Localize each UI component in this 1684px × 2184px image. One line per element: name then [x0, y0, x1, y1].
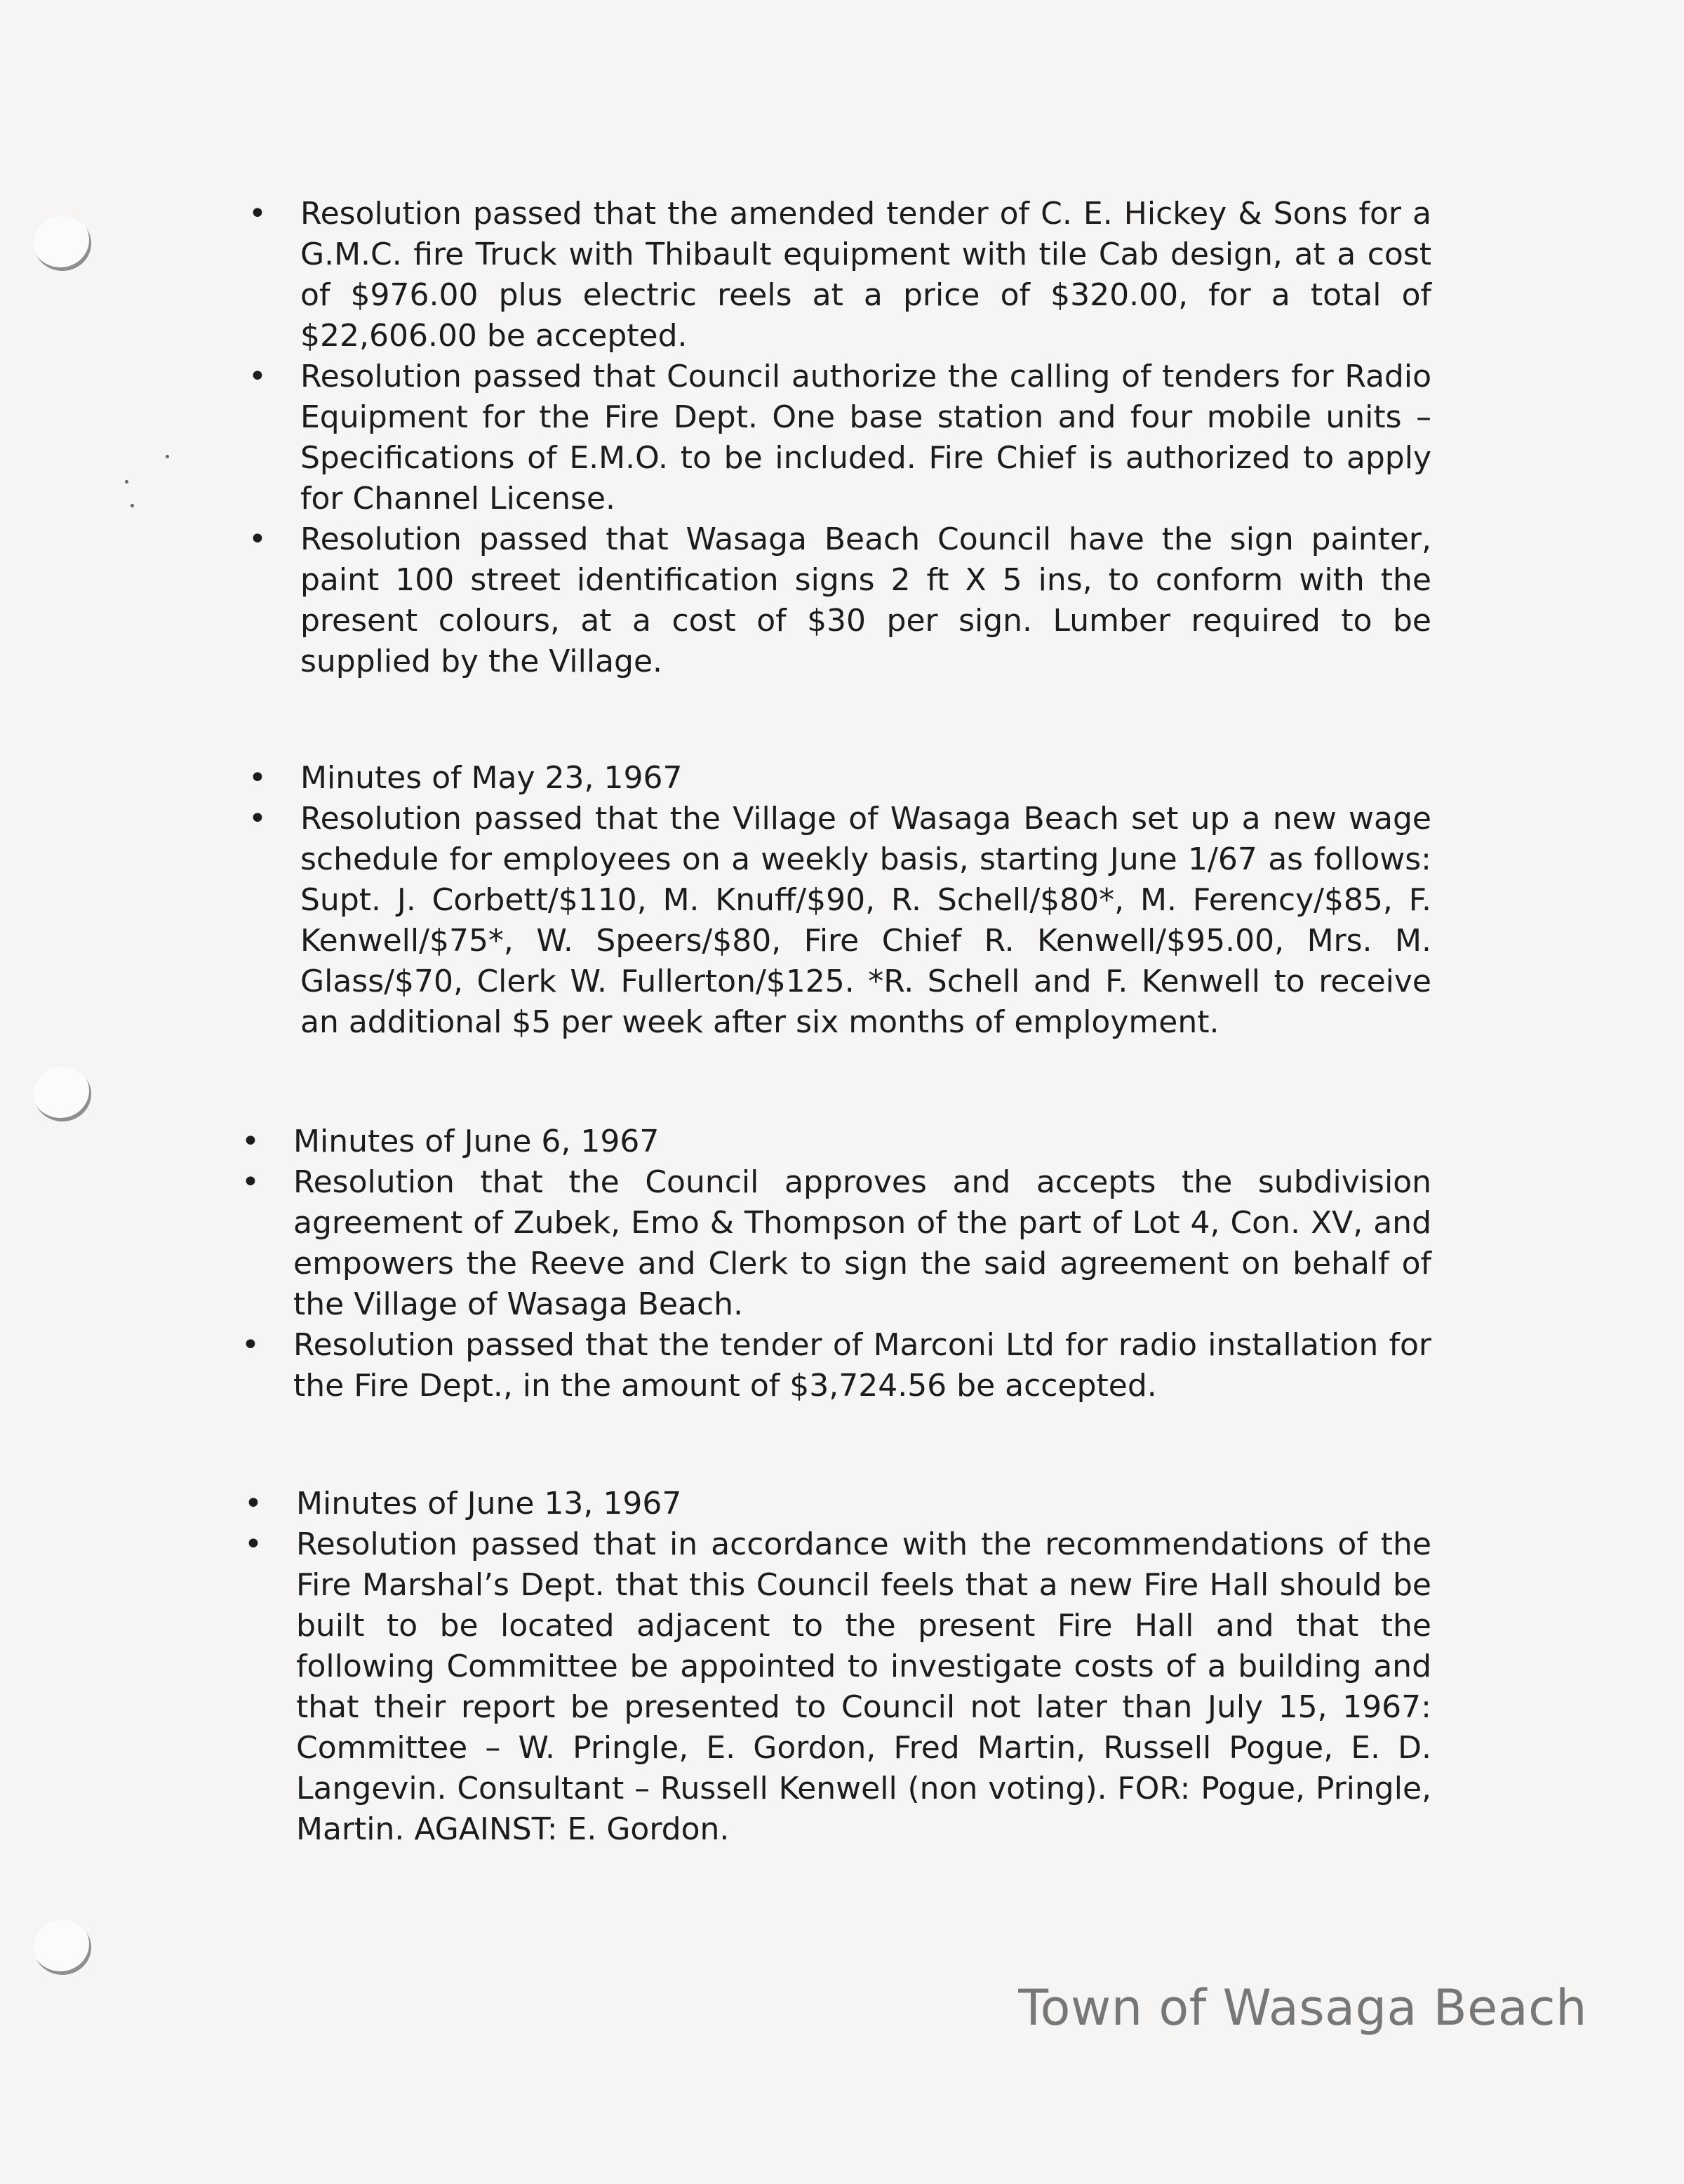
punch-hole — [34, 1067, 91, 1121]
scan-speck — [125, 480, 128, 484]
list-item — [239, 758, 1431, 799]
list-item — [239, 194, 1431, 357]
list-item — [232, 1325, 1431, 1406]
punch-hole — [34, 216, 91, 271]
list-item — [234, 1524, 1431, 1850]
list-item — [234, 1484, 1431, 1524]
list-item — [239, 799, 1431, 1043]
resolution-text: Resolution passed that in accordance with the recommendations of the Fire Marshal’s Dept. that this Council feels that a new Fire Hall should be built to be located adjacent to the present Fire Hall and that the following Committee be appointed to investigate costs of a building and that their report be presented to Council not later than July 15, 1967: Committee – W. Pringle, E. Gordon, Fred Martin, Russell Pogue, E. D. Langevin. Consultant – Russell Kenwell (non voting). FOR: Pogue, Pringle, Martin. AGAINST: E. Gordon. — [296, 1526, 1431, 1847]
bullet: • — [244, 1526, 262, 1562]
scan-speck — [131, 504, 134, 507]
resolution-text: Resolution passed that the amended tender of C. E. Hickey & Sons for a G.M.C. fire Truck with Thibault equipment with tile Cab design, at a cost of $976.00 plus electric reels at a price of $320.00, for a total of $22,606.00 be accepted. — [300, 196, 1431, 354]
resolution-text: Resolution passed that Wasaga Beach Council have the sign painter, paint 100 street identification signs 2 ft X 5 ins, to conform with the present colours, at a cost of $30 per sign. Lumber required to be supplied by the Village. — [300, 521, 1431, 679]
bullet: • — [248, 196, 267, 232]
resolution-text: Resolution passed that Council authorize the calling of tenders for Radio Equipment for the Fire Dept. One base station and four mobile units – Specifications of E.M.O. to be included. Fire Chief is authorized to apply for Channel License. — [300, 359, 1431, 517]
minutes-june-13-section — [234, 1484, 1431, 1850]
bullet: • — [241, 1164, 260, 1200]
bullet: • — [248, 359, 267, 394]
resolution-text: Resolution that the Council approves and accepts the subdivision agreement of Zubek, Emo & Thompson of the part of Lot 4, Con. XV, and empowers the Reeve and Clerk to sign the said agreement on behalf of the Village of Wasaga Beach. — [293, 1164, 1431, 1322]
list-item — [239, 519, 1431, 682]
minutes-may-23-section — [239, 758, 1431, 1043]
bullet: • — [241, 1327, 260, 1363]
minutes-june-6-section — [232, 1121, 1431, 1406]
bullet: • — [241, 1124, 260, 1159]
bullet: • — [248, 760, 267, 796]
list-item — [232, 1162, 1431, 1325]
bullet: • — [248, 801, 267, 837]
list-item — [232, 1121, 1431, 1162]
bullet: • — [244, 1486, 262, 1522]
minutes-heading: Minutes of June 6, 1967 — [293, 1124, 660, 1159]
resolution-text: Resolution passed that the Village of Wasaga Beach set up a new wage schedule for employees on a weekly basis, starting June 1/67 as follows: Supt. J. Corbett/$110, M. Knuff/$90, R. Schell/$80*, M. Ferency/$85, F. Kenwell/$75*, W. Speers/$80, Fire Chief R. Kenwell/$95.00, Mrs. M. Glass/$70, Clerk W. Fullerton/$125. *R. Schell and F. Kenwell to receive an additional $5 per week after six months of employment. — [300, 801, 1431, 1040]
scan-speck — [166, 455, 169, 458]
list-item — [239, 357, 1431, 519]
minutes-heading: Minutes of June 13, 1967 — [296, 1486, 682, 1522]
watermark: Town of Wasaga Beach — [1018, 1979, 1587, 2037]
resolutions-section-1 — [239, 194, 1431, 682]
bullet: • — [248, 521, 267, 557]
resolution-text: Resolution passed that the tender of Marconi Ltd for radio installation for the Fire Dept., in the amount of $3,724.56 be accepted. — [293, 1327, 1431, 1404]
punch-hole — [34, 1920, 91, 1975]
minutes-heading: Minutes of May 23, 1967 — [300, 760, 683, 796]
